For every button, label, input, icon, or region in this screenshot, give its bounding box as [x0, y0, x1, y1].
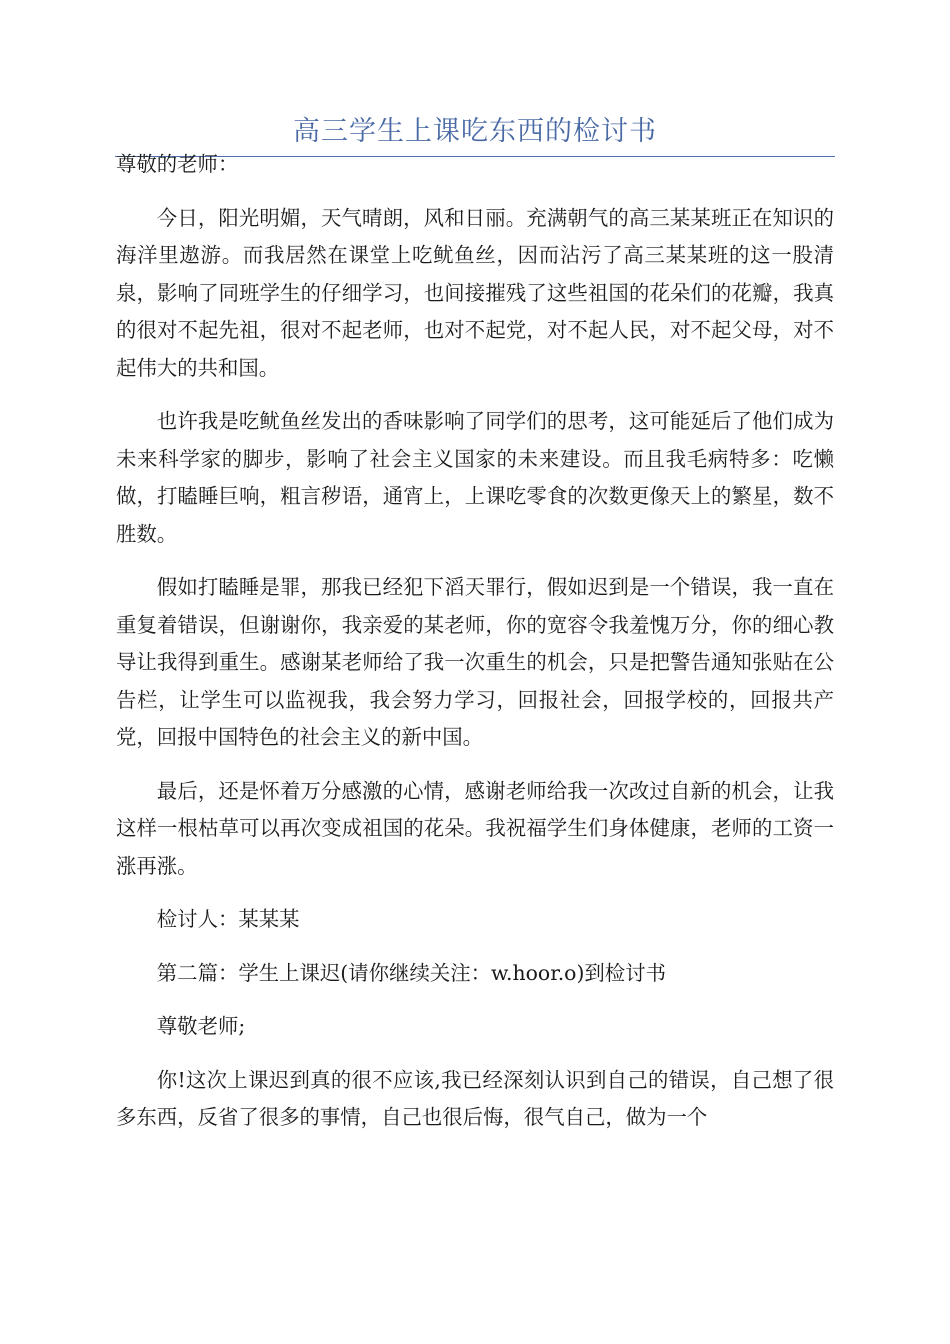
document-title: 高三学生上课吃东西的检讨书: [293, 116, 657, 147]
body-paragraph: 最后，还是怀着万分感激的心情，感谢老师给我一次改过自新的机会，让我这样一根枯草可以再次变成祖国的花朵。我祝福学生们身体健康，老师的工资一涨再涨。: [116, 778, 834, 878]
body-paragraph: 你!这次上课迟到真的很不应该,我已经深刻认识到自己的错误，自己想了很多东西，反省了很多的事情，自己也很后悔，很气自己，做为一个: [116, 1067, 834, 1129]
salutation: 尊敬的老师：: [116, 152, 239, 176]
document-body: [116, 146, 834, 1153]
body-paragraph: 也许我是吃鱿鱼丝发出的香味影响了同学们的思考，这可能延后了他们成为未来科学家的脚步，影响了社会主义国家的未来建设。而且我毛病特多：吃懒做，打瞌睡巨响，粗言秽语，通宵上，上课吃零食的次数更像天上的繁星，数不胜数。: [116, 409, 834, 546]
signature-line: 检讨人：某某某: [156, 907, 300, 931]
body-paragraph: 今日，阳光明媚，天气晴朗，风和日丽。充满朝气的高三某某班正在知识的海洋里遨游。而我居然在课堂上吃鱿鱼丝，因而沾污了高三某某班的这一股清泉，影响了同班学生的仔细学习，也间接摧残了这些祖国的花朵们的花瓣，我真的很对不起先祖，很对不起老师，也对不起党，对不起人民，对不起父母，对不起伟大的共和国。: [116, 205, 834, 380]
second-salutation: 尊敬老师;: [156, 1014, 246, 1038]
second-article-heading: 第二篇：学生上课迟(请你继续关注：w.hoor.o)到检讨书: [156, 960, 666, 985]
body-paragraph: 假如打瞌睡是罪，那我已经犯下滔天罪行，假如迟到是一个错误，我一直在重复着错误，但谢谢你，我亲爱的某老师，你的宽容令我羞愧万分，你的细心教导让我得到重生。感谢某老师给了我一次重生的机会，只是把警告通知张贴在公告栏，让学生可以监视我，我会努力学习，回报社会，回报学校的，回报共产党，回报中国特色的社会主义的新中国。: [116, 575, 834, 749]
